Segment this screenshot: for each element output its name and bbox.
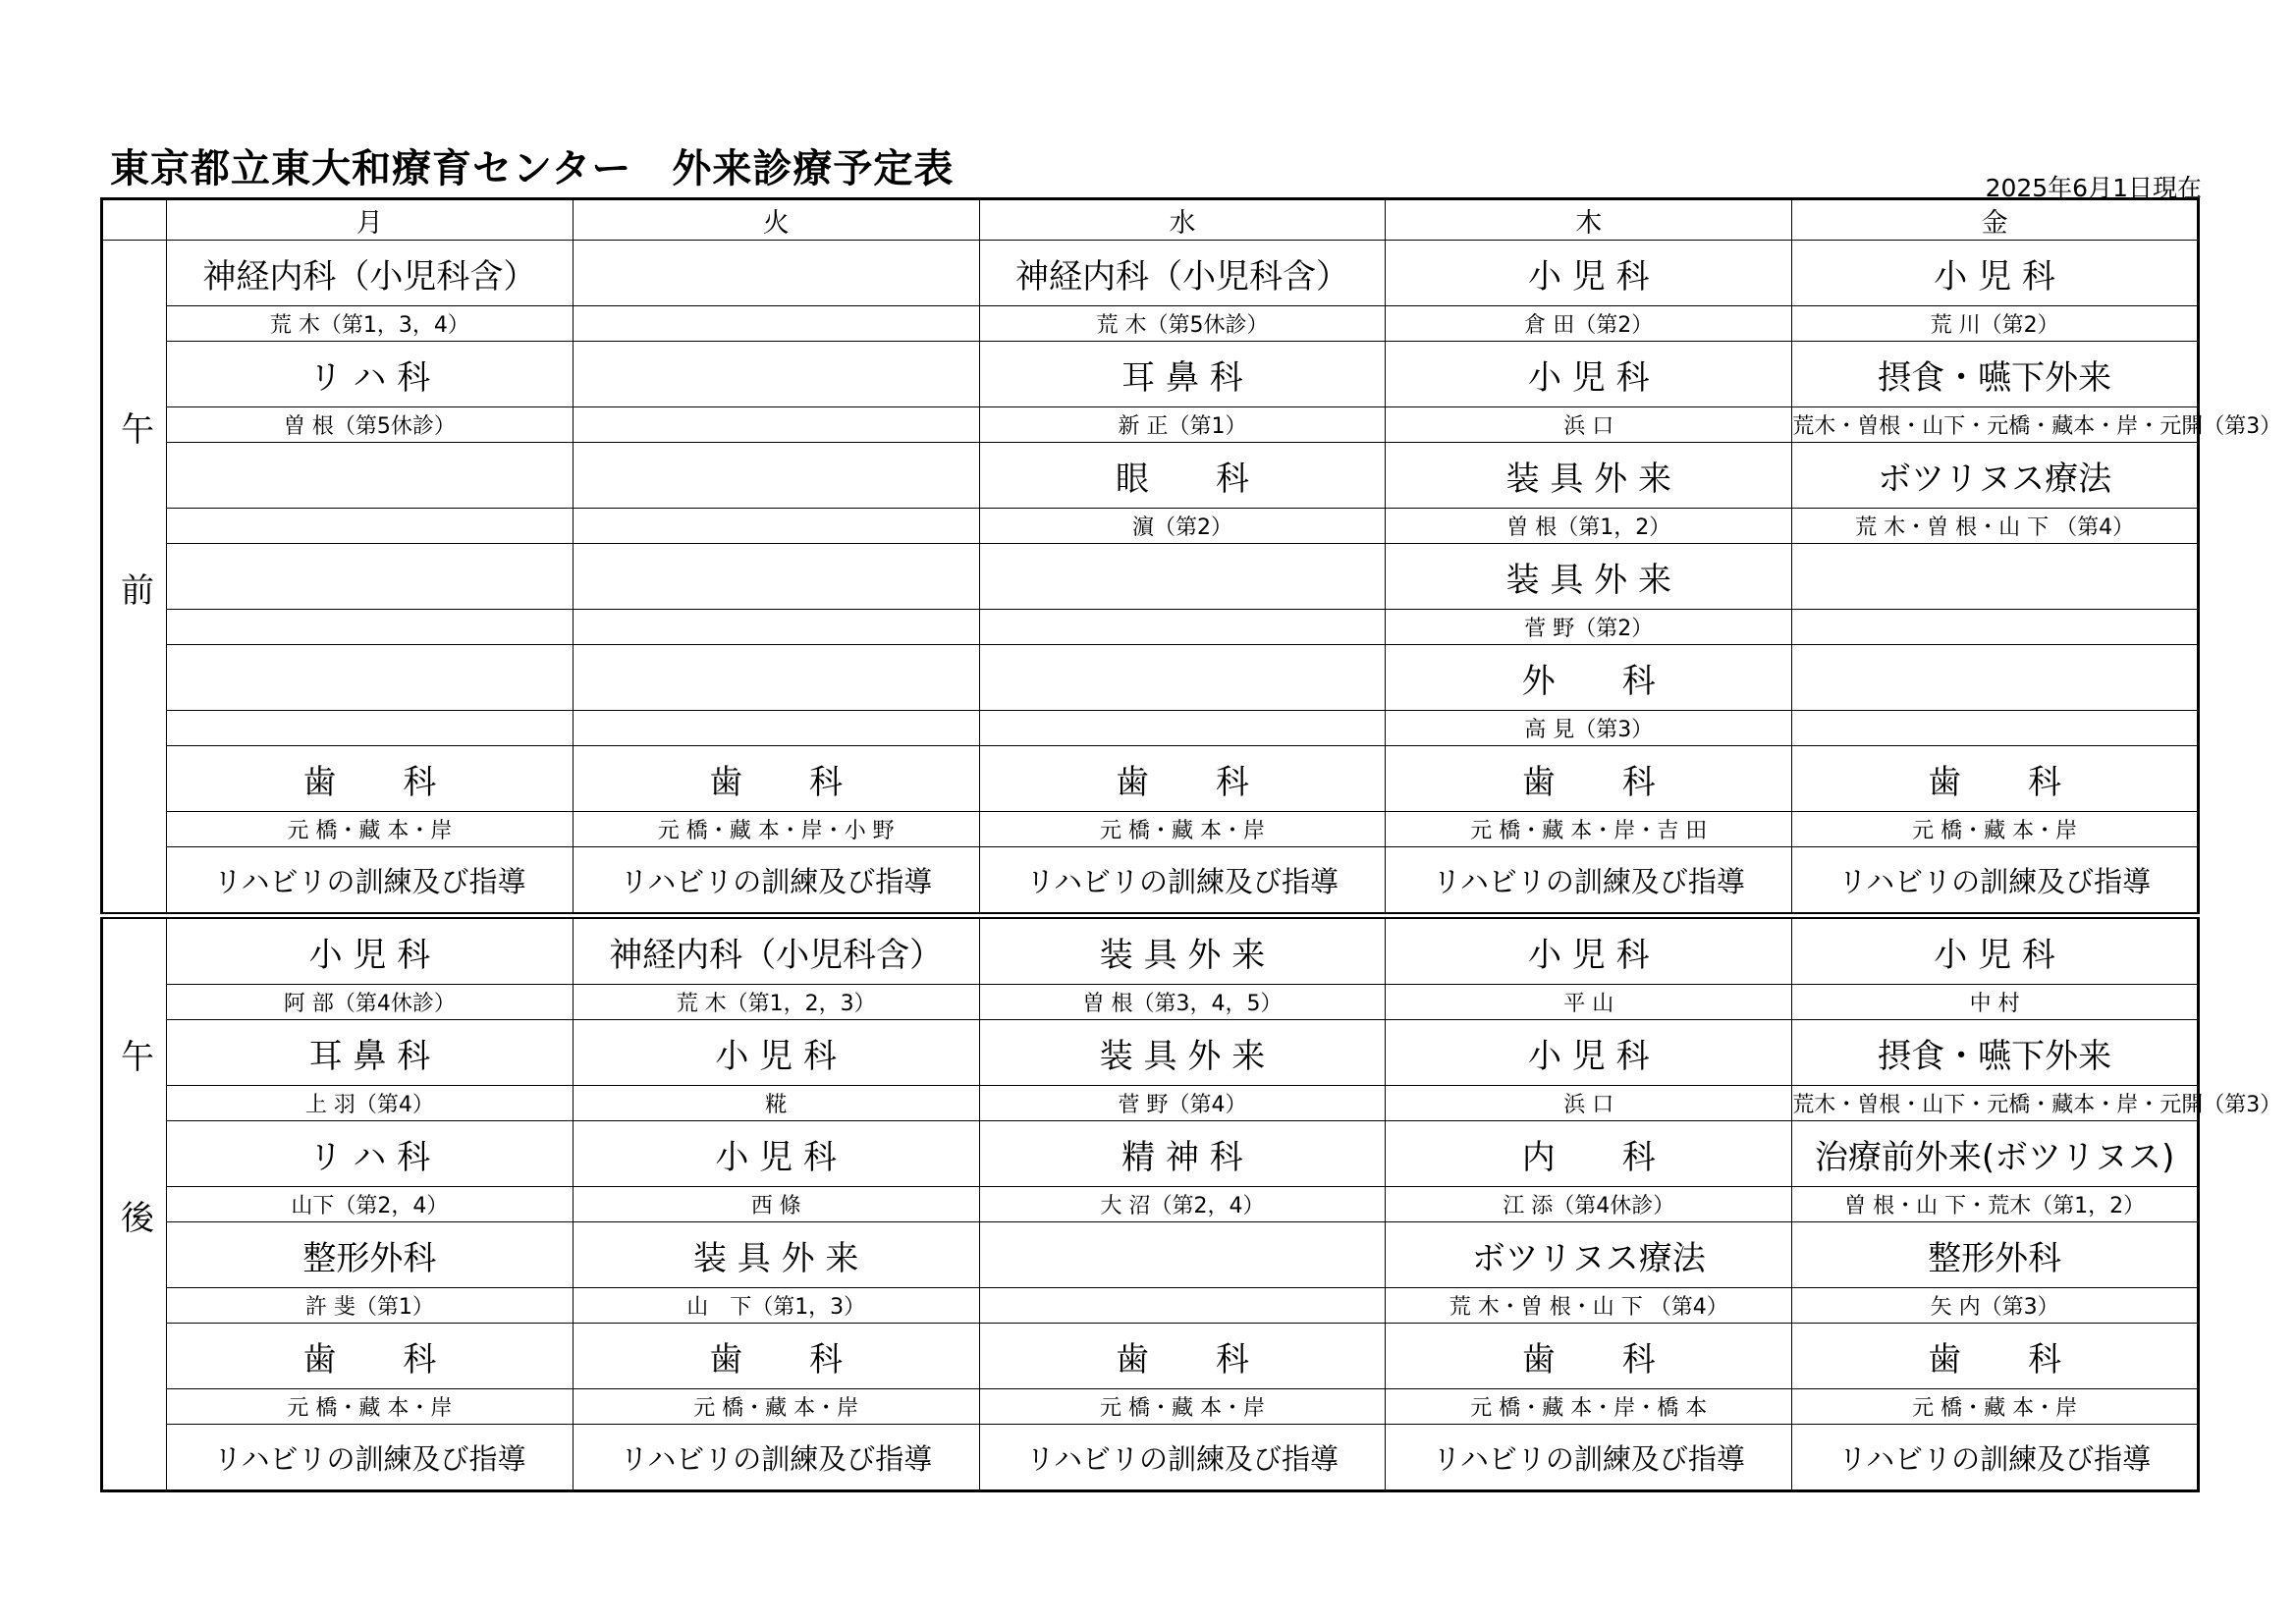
rehab-cell: リハビリの訓練及び指導 [1792,1425,2199,1491]
dept-cell: 歯 科 [167,746,574,812]
dept-cell: 装 具 外 来 [979,1020,1386,1086]
day-header-thu: 木 [1386,199,1792,241]
doctor-cell: 荒 木・曽 根・山 下 （第4） [1386,1288,1792,1324]
dept-cell: 歯 科 [167,1324,574,1389]
dept-cell: 歯 科 [573,746,979,812]
pm-period-label [102,916,167,1491]
slot-row [102,916,2199,985]
dept-cell: 歯 科 [1386,1324,1792,1389]
dept-cell [167,645,574,711]
dept-cell: 神経内科（小児科含） [167,241,574,306]
doctor-cell: 元 橋・藏 本・岸 [573,1389,979,1425]
doctor-cell: 元 橋・藏 本・岸 [167,1389,574,1425]
dept-cell: リ ハ 科 [167,1121,574,1187]
day-header-wed: 水 [979,199,1386,241]
dept-cell: 歯 科 [1386,746,1792,812]
doctor-cell: 菅 野（第2） [1386,610,1792,645]
doctor-cell: 元 橋・藏 本・岸 [979,812,1386,847]
doctor-cell: 西 條 [573,1187,979,1222]
doctor-row [102,306,2199,342]
rehab-cell: リハビリの訓練及び指導 [979,847,1386,916]
dept-cell: 小 児 科 [1386,241,1792,306]
doctor-cell: 菅 野（第4） [979,1086,1386,1121]
slot-row [102,746,2199,812]
doctor-cell [573,509,979,544]
doctor-row [102,1086,2199,1121]
doctor-cell: 元 橋・藏 本・岸・橋 本 [1386,1389,1792,1425]
dept-cell [573,544,979,610]
dept-cell [167,544,574,610]
dept-cell: 精 神 科 [979,1121,1386,1187]
dept-cell: リ ハ 科 [167,342,574,407]
dept-cell: 眼 科 [979,443,1386,509]
slot-row [102,241,2199,306]
doctor-cell: 曽 根（第1，2） [1386,509,1792,544]
rehab-cell: リハビリの訓練及び指導 [573,847,979,916]
day-header-tue: 火 [573,199,979,241]
rehab-cell: リハビリの訓練及び指導 [167,1425,574,1491]
dept-cell: 耳 鼻 科 [167,1020,574,1086]
dept-cell [573,443,979,509]
rehab-cell: リハビリの訓練及び指導 [1792,847,2199,916]
rehab-cell: リハビリの訓練及び指導 [979,1425,1386,1491]
dept-cell: 歯 科 [979,746,1386,812]
doctor-row [102,610,2199,645]
doctor-cell: 荒木・曽根・山下・元橋・藏本・岸・元開（第3） [1792,407,2199,443]
dept-cell: 神経内科（小児科含） [573,916,979,985]
doctor-cell: 荒 木（第1，3，4） [167,306,574,342]
rehab-cell: リハビリの訓練及び指導 [573,1425,979,1491]
dept-cell [1792,645,2199,711]
doctor-cell: 阿 部（第4休診） [167,985,574,1020]
dept-cell [979,645,1386,711]
am-period-label [102,241,167,916]
slot-row [102,342,2199,407]
doctor-cell: 山下（第2，4） [167,1187,574,1222]
page-title: 東京都立東大和療育センター 外来診療予定表 [110,146,955,191]
doctor-cell [573,306,979,342]
doctor-cell: 荒 川（第2） [1792,306,2199,342]
dept-cell: 歯 科 [1792,1324,2199,1389]
doctor-cell: 荒 木（第1，2，3） [573,985,979,1020]
doctor-cell [167,711,574,746]
dept-cell: 摂食・嚥下外来 [1792,342,2199,407]
doctor-cell: 山 下（第1，3） [573,1288,979,1324]
dept-cell: 装 具 外 来 [1386,443,1792,509]
doctor-cell: 荒 木（第5休診） [979,306,1386,342]
dept-cell: 小 児 科 [573,1020,979,1086]
doctor-cell: 元 橋・藏 本・岸 [1792,1389,2199,1425]
slot-row [102,544,2199,610]
slot-row [102,1324,2199,1389]
dept-cell: 小 児 科 [1386,916,1792,985]
doctor-cell: 浜 口 [1386,407,1792,443]
doctor-cell [167,610,574,645]
doctor-cell: 濵（第2） [979,509,1386,544]
doctor-row [102,1389,2199,1425]
rehab-cell: リハビリの訓練及び指導 [1386,1425,1792,1491]
dept-cell: 小 児 科 [573,1121,979,1187]
dept-cell: 整形外科 [167,1222,574,1288]
rehab-row [102,847,2199,916]
doctor-cell: 高 見（第3） [1386,711,1792,746]
dept-cell [167,443,574,509]
dept-cell: 装 具 外 来 [573,1222,979,1288]
doctor-cell: 上 羽（第4） [167,1086,574,1121]
doctor-row [102,985,2199,1020]
dept-cell: 小 児 科 [1386,342,1792,407]
slot-row [102,645,2199,711]
doctor-row [102,509,2199,544]
doctor-row [102,407,2199,443]
day-header-fri: 金 [1792,199,2199,241]
rehab-row [102,1425,2199,1491]
doctor-cell: 糀 [573,1086,979,1121]
dept-cell: 内 科 [1386,1121,1792,1187]
slot-row [102,1020,2199,1086]
doctor-cell: 江 添（第4休診） [1386,1187,1792,1222]
doctor-cell: 大 沼（第2，4） [979,1187,1386,1222]
dept-cell [979,544,1386,610]
dept-cell [573,241,979,306]
schedule-table [100,197,2282,1492]
slot-row [102,443,2199,509]
doctor-cell: 元 橋・藏 本・岸 [167,812,574,847]
slot-row [102,1121,2199,1187]
dept-cell: 歯 科 [979,1324,1386,1389]
rehab-cell: リハビリの訓練及び指導 [1386,847,1792,916]
dept-cell: 整形外科 [1792,1222,2199,1288]
day-header-mon: 月 [167,199,574,241]
dept-cell: 耳 鼻 科 [979,342,1386,407]
doctor-cell: 曽 根・山 下・荒木（第1，2） [1792,1187,2199,1222]
doctor-row [102,812,2199,847]
rehab-cell: リハビリの訓練及び指導 [167,847,574,916]
doctor-cell: 曽 根（第5休診） [167,407,574,443]
doctor-cell: 元 橋・藏 本・岸・吉 田 [1386,812,1792,847]
corner-cell [102,199,167,241]
doctor-row [102,1187,2199,1222]
doctor-cell: 新 正（第1） [979,407,1386,443]
day-header-row [102,199,2199,241]
dept-cell: 外 科 [1386,645,1792,711]
dept-cell [573,645,979,711]
dept-cell: 小 児 科 [167,916,574,985]
dept-cell: 摂食・嚥下外来 [1792,1020,2199,1086]
doctor-cell: 元 橋・藏 本・岸 [1792,812,2199,847]
doctor-cell: 元 橋・藏 本・岸 [979,1389,1386,1425]
dept-cell: 小 児 科 [1386,1020,1792,1086]
dept-cell [573,342,979,407]
dept-cell: 歯 科 [1792,746,2199,812]
doctor-cell [573,711,979,746]
dept-cell [979,1222,1386,1288]
doctor-cell: 矢 内（第3） [1792,1288,2199,1324]
dept-cell: ボツリヌス療法 [1792,443,2199,509]
doctor-cell [1792,610,2199,645]
dept-cell: 小 児 科 [1792,241,2199,306]
doctor-cell: 元 橋・藏 本・岸・小 野 [573,812,979,847]
doctor-row [102,1288,2199,1324]
pm-period-text: 午後 [114,1039,154,1361]
doctor-cell [1792,711,2199,746]
as-of-date: 2025年6月1日現在 [1985,174,2202,202]
slot-row [102,1222,2199,1288]
doctor-cell [573,407,979,443]
dept-cell: 装 具 外 来 [979,916,1386,985]
dept-cell: 小 児 科 [1792,916,2199,985]
doctor-cell: 中 村 [1792,985,2199,1020]
doctor-cell: 許 斐（第1） [167,1288,574,1324]
doctor-cell: 浜 口 [1386,1086,1792,1121]
am-period-text: 午前 [114,410,154,733]
doctor-cell [979,610,1386,645]
doctor-cell [979,711,1386,746]
doctor-cell [167,509,574,544]
dept-cell: 神経内科（小児科含） [979,241,1386,306]
dept-cell: 治療前外来(ボツリヌス) [1792,1121,2199,1187]
dept-cell: 装 具 外 来 [1386,544,1792,610]
dept-cell: ボツリヌス療法 [1386,1222,1792,1288]
doctor-cell [979,1288,1386,1324]
dept-cell [1792,544,2199,610]
doctor-cell: 平 山 [1386,985,1792,1020]
doctor-cell: 倉 田（第2） [1386,306,1792,342]
doctor-cell: 荒木・曽根・山下・元橋・藏本・岸・元開（第3） [1792,1086,2199,1121]
doctor-cell: 曽 根（第3，4，5） [979,985,1386,1020]
doctor-cell [573,610,979,645]
doctor-row [102,711,2199,746]
doctor-cell: 荒 木・曽 根・山 下 （第4） [1792,509,2199,544]
dept-cell: 歯 科 [573,1324,979,1389]
